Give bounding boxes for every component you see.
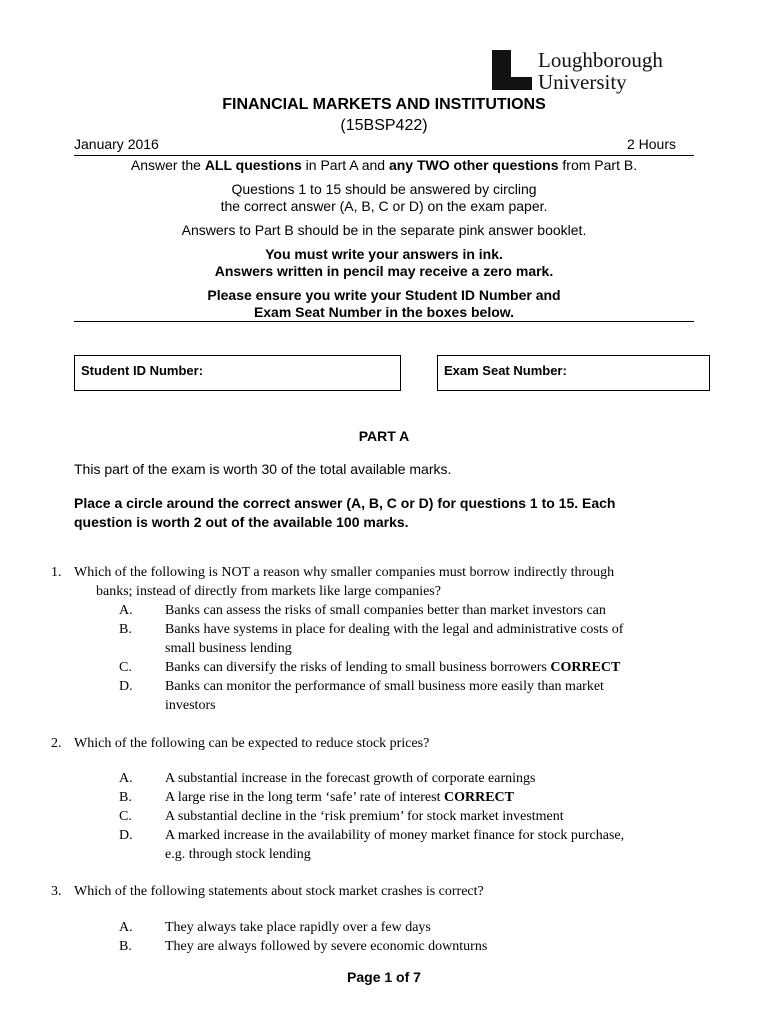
option-text-body: A large rise in the long term ‘safe’ rate of interest bbox=[165, 790, 444, 805]
instructions-divider bbox=[74, 321, 694, 322]
question-text: Which of the following statements about stock market crashes is correct? bbox=[74, 884, 484, 899]
instruction-ensure-2: Exam Seat Number in the boxes below. bbox=[253, 304, 515, 320]
option-text: small business lending bbox=[165, 641, 292, 656]
option-text bbox=[165, 658, 620, 677]
question-text: Which of the following is NOT a reason why smaller companies must borrow indirectly through bbox=[74, 565, 615, 580]
option-letter[interactable]: A. bbox=[119, 771, 133, 786]
part-a-heading: PART A bbox=[358, 428, 410, 444]
option-letter[interactable]: C. bbox=[119, 809, 132, 824]
instruction-circling-2: the correct answer (A, B, C or D) on the exam paper. bbox=[220, 198, 548, 214]
university-logo-text bbox=[538, 49, 663, 93]
part-a-worth: This part of the exam is worth 30 of the total available marks. bbox=[74, 461, 452, 477]
exam-title: FINANCIAL MARKETS AND INSTITUTIONS bbox=[222, 96, 546, 113]
option-text-body: Banks can diversify the risks of lending to small business borrowers bbox=[165, 660, 551, 675]
instr-bold: ALL questions bbox=[204, 157, 302, 173]
option-text: e.g. through stock lending bbox=[165, 847, 311, 862]
option-letter[interactable]: A. bbox=[119, 920, 133, 935]
exam-date: January 2016 bbox=[74, 136, 159, 152]
correct-marker: CORRECT bbox=[550, 660, 621, 675]
part-a-instruction bbox=[74, 494, 694, 532]
option-letter[interactable]: A. bbox=[119, 603, 133, 618]
question-number: 3. bbox=[51, 884, 62, 899]
option-text: They are always followed by severe economic downturns bbox=[165, 939, 488, 954]
option-text: They always take place rapidly over a few days bbox=[165, 920, 431, 935]
option-letter[interactable]: B. bbox=[119, 790, 132, 805]
option-letter[interactable]: D. bbox=[119, 679, 133, 694]
university-logo-icon bbox=[492, 50, 532, 90]
instr-text: Answer the bbox=[130, 157, 205, 173]
question-number: 2. bbox=[51, 736, 62, 751]
option-letter[interactable]: D. bbox=[119, 828, 133, 843]
option-text: investors bbox=[165, 698, 216, 713]
instruction-circling-1: Questions 1 to 15 should be answered by circling bbox=[231, 181, 537, 197]
option-text: Banks can assess the risks of small companies better than market investors can bbox=[165, 603, 606, 618]
question-number: 1. bbox=[51, 565, 62, 580]
logo-line-2: University bbox=[538, 70, 627, 94]
option-text: A substantial increase in the forecast growth of corporate earnings bbox=[165, 771, 536, 786]
option-text: Banks have systems in place for dealing with the legal and administrative costs of bbox=[165, 622, 624, 637]
module-code: (15BSP422) bbox=[340, 117, 428, 134]
instruction-answer-all bbox=[0, 157, 768, 174]
instruction-ink-1: You must write your answers in ink. bbox=[265, 246, 503, 262]
instr-bold: any TWO other questions bbox=[388, 157, 559, 173]
exam-seat-box[interactable] bbox=[437, 355, 710, 391]
instruction-ink-2: Answers written in pencil may receive a zero mark. bbox=[214, 263, 554, 279]
option-letter[interactable]: B. bbox=[119, 622, 132, 637]
question-text: banks; instead of directly from markets like large companies? bbox=[96, 584, 441, 599]
page-number: Page 1 of 7 bbox=[347, 969, 421, 985]
header-divider bbox=[74, 155, 694, 156]
question-text: Which of the following can be expected to reduce stock prices? bbox=[74, 736, 430, 751]
instr-text: in Part A and bbox=[301, 157, 389, 173]
exam-seat-label: Exam Seat Number: bbox=[444, 363, 567, 378]
option-text: Banks can monitor the performance of small business more easily than market bbox=[165, 679, 604, 694]
logo-line-1: Loughborough bbox=[538, 48, 663, 72]
part-a-instruction-line-2: question is worth 2 out of the available 100 marks. bbox=[74, 514, 409, 530]
option-text bbox=[165, 788, 514, 807]
student-id-box[interactable] bbox=[74, 355, 401, 391]
instr-text: from Part B. bbox=[558, 157, 638, 173]
option-letter[interactable]: C. bbox=[119, 660, 132, 675]
part-a-instruction-line-1: Place a circle around the correct answer (A, B, C or D) for questions 1 to 15. Each bbox=[74, 495, 616, 511]
exam-duration: 2 Hours bbox=[626, 136, 676, 152]
instruction-ensure-1: Please ensure you write your Student ID Number and bbox=[207, 287, 561, 303]
option-text: A marked increase in the availability of money market finance for stock purchase, bbox=[165, 828, 625, 843]
correct-marker: CORRECT bbox=[444, 790, 515, 805]
instruction-part-b: Answers to Part B should be in the separate pink answer booklet. bbox=[181, 222, 587, 238]
student-id-label: Student ID Number: bbox=[81, 363, 204, 378]
option-text: A substantial decline in the ‘risk premium’ for stock market investment bbox=[165, 809, 564, 824]
option-letter[interactable]: B. bbox=[119, 939, 132, 954]
